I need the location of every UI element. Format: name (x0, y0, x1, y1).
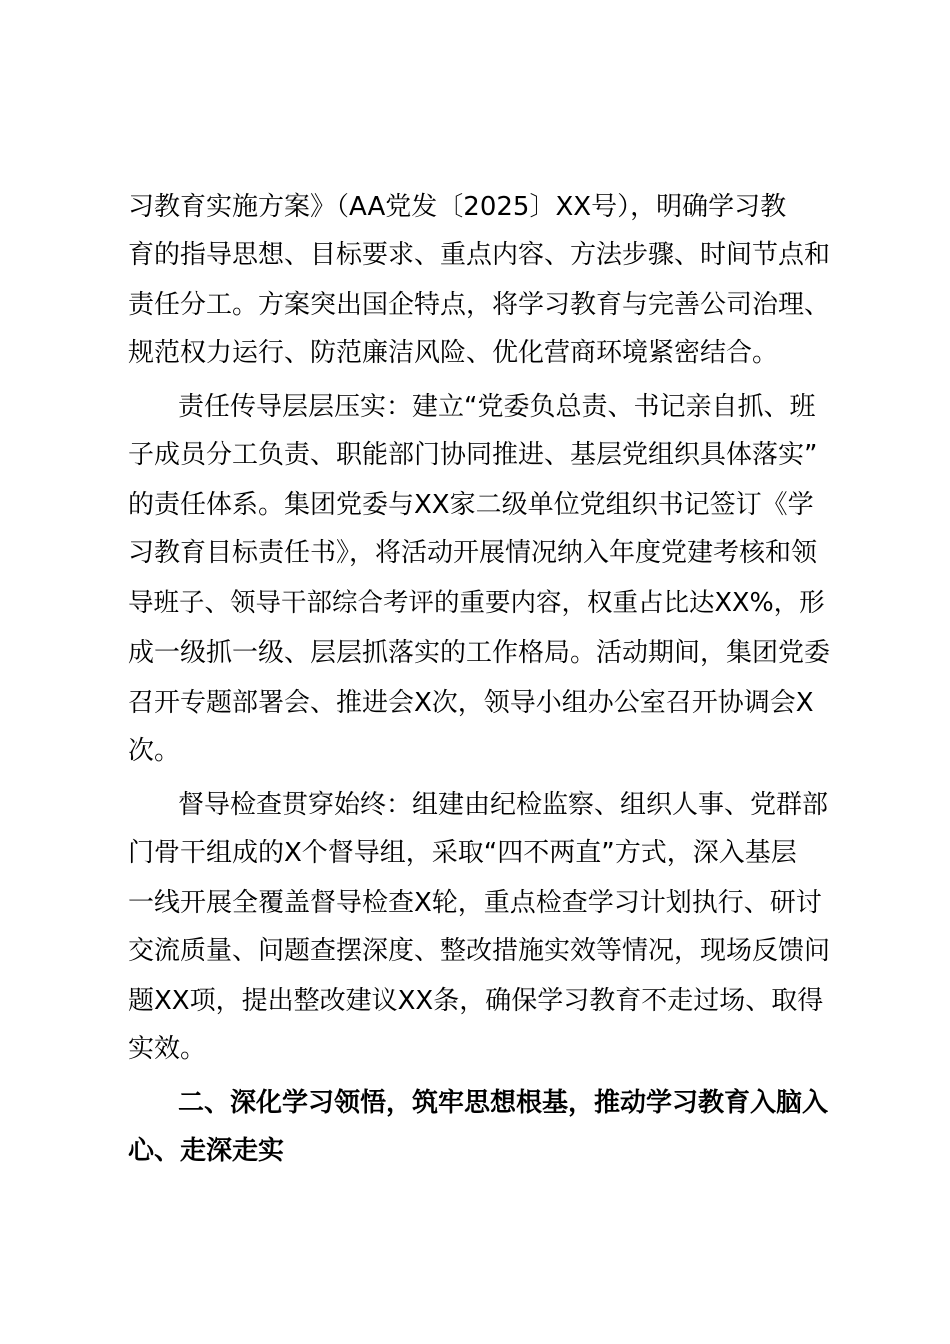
section-heading-line: 心、走深走实 (128, 1136, 285, 1166)
paragraph-first-line: 督导检查贯穿始终：组建由纪检监察、组织人事、党群部 (178, 790, 829, 820)
body-text-line: 门骨干组成的X个督导组，采取“四不两直”方式，深入基层 (128, 838, 797, 868)
body-text-line: 导班子、领导干部综合考评的重要内容，权重占比达XX%，形 (128, 588, 825, 618)
body-text-line: 一线开展全覆盖督导检查X轮，重点检查学习计划执行、研讨 (128, 888, 822, 918)
body-text-line: 习教育实施方案》（AA党发〔2025〕XX号），明确学习教 (128, 192, 787, 222)
body-text-line: 实效。 (128, 1034, 207, 1064)
body-text-line: 的责任体系。集团党委与XX家二级单位党组织书记签订《学 (128, 490, 814, 520)
body-text-line: 育的指导思想、目标要求、重点内容、方法步骤、时间节点和 (128, 240, 831, 270)
body-text-line: 责任分工。方案突出国企特点，将学习教育与完善公司治理、 (128, 290, 831, 320)
body-text-line: 习教育目标责任书》，将活动开展情况纳入年度党建考核和领 (128, 538, 818, 568)
body-text-line: 题XX项，提出整改建议XX条，确保学习教育不走过场、取得 (128, 986, 824, 1016)
body-text-line: 规范权力运行、防范廉洁风险、优化营商环境紧密结合。 (128, 338, 779, 368)
body-text-line: 次。 (128, 736, 181, 766)
body-text-line: 子成员分工负责、职能部门协同推进、基层党组织具体落实” (128, 440, 818, 470)
body-text-line: 交流质量、问题查摆深度、整改措施实效等情况，现场反馈问 (128, 936, 831, 966)
paragraph-first-line: 责任传导层层压实：建立“党委负总责、书记亲自抓、班 (178, 392, 816, 422)
body-text-line: 召开专题部署会、推进会X次，领导小组办公室召开协调会X (128, 688, 814, 718)
body-text-line: 成一级抓一级、层层抓落实的工作格局。活动期间，集团党委 (128, 638, 831, 668)
section-heading-line: 二、深化学习领悟，筑牢思想根基，推动学习教育入脑入 (178, 1088, 829, 1118)
